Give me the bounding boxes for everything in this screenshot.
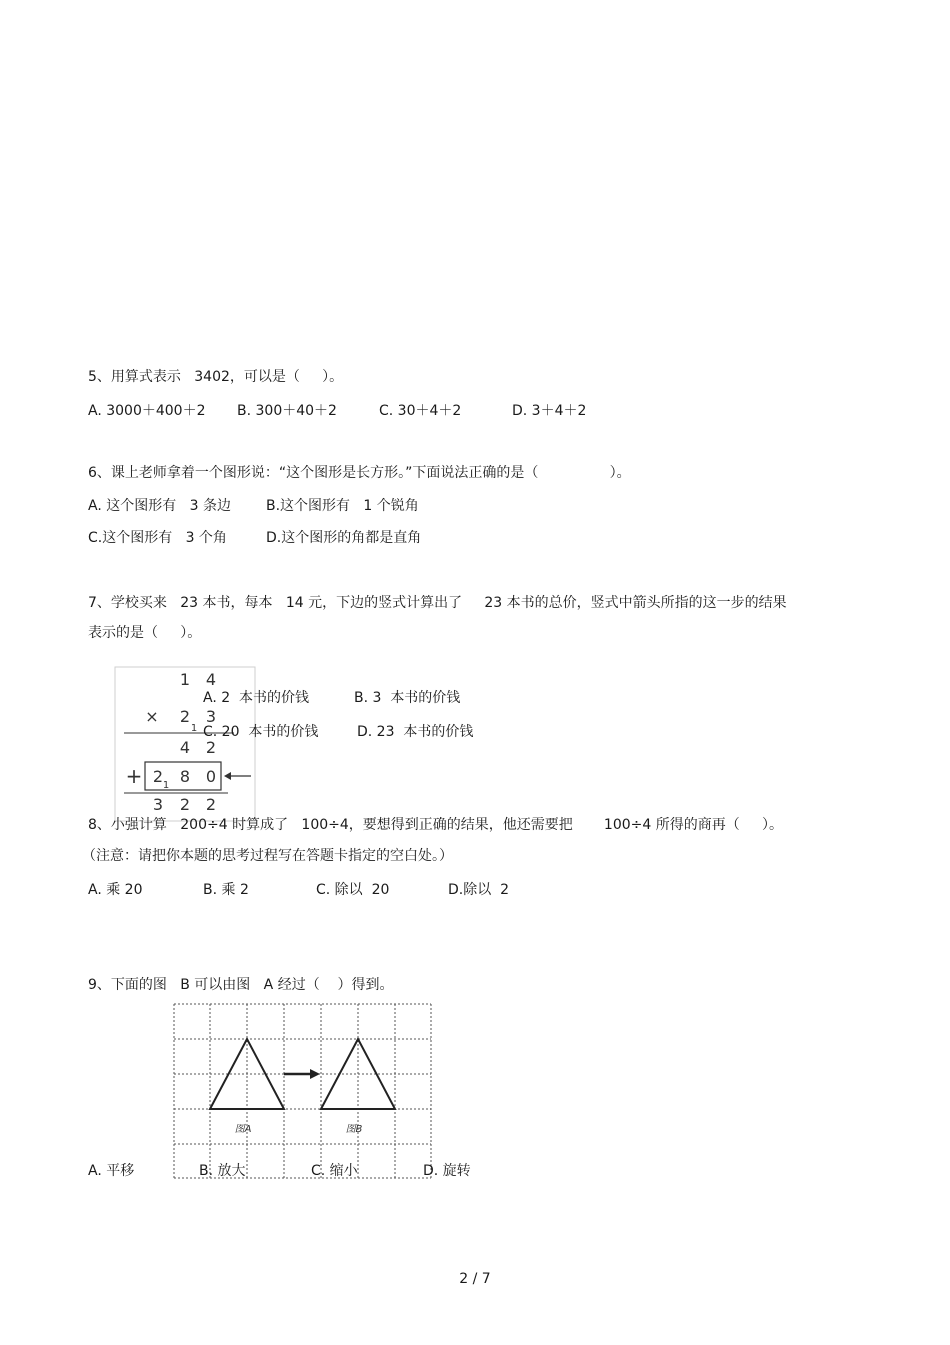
calc-row1-d2: 4	[205, 670, 217, 689]
q9-stem: 9、下面的图 B 可以由图 A 经过（ ）得到。	[88, 977, 394, 993]
q8-option-c: C. 除以 20	[316, 882, 390, 898]
q7-option-b: B. 3 本书的价钱	[354, 690, 461, 706]
calc-row3-d2: 2	[205, 738, 217, 757]
calc-row5-d3: 2	[205, 795, 217, 814]
q6-option-b: B.这个图形有 1 个锐角	[266, 498, 419, 514]
calc-row5-d1: 3	[152, 795, 164, 814]
q8-stem-line1: 8、小强计算 200÷4 时算成了 100÷4，要想得到正确的结果，他还需要把 100÷4 所得的商再（ ）。	[88, 817, 783, 833]
q8-option-a: A. 乘 20	[88, 882, 143, 898]
calc-row3-d1: 4	[179, 738, 191, 757]
q7-option-d: D. 23 本书的价钱	[357, 724, 474, 740]
q9-option-c: C. 缩小	[311, 1163, 358, 1179]
q7-stem-line1: 7、学校买来 23 本书，每本 14 元，下边的竖式计算出了 23 本书的总价，竖式中箭头所指的这一步的结果	[88, 595, 787, 611]
q6-option-a: A. 这个图形有 3 条边	[88, 498, 231, 514]
q5-option-a: A. 3000＋400＋2	[88, 403, 206, 419]
q6-stem: 6、课上老师拿着一个图形说：“这个图形是长方形。”下面说法正确的是（ ）。	[88, 465, 631, 481]
arrow-right-icon	[310, 1069, 320, 1079]
q8-option-b: B. 乘 2	[203, 882, 249, 898]
label-figure-a: 图A	[234, 1124, 252, 1135]
calc-carry-1: 1	[190, 723, 198, 734]
q6-option-d: D.这个图形的角都是直角	[266, 530, 422, 546]
calc-plus-sign: +	[125, 764, 143, 788]
q9-option-d: D. 旋转	[423, 1163, 471, 1179]
q6-option-c: C.这个图形有 3 个角	[88, 530, 227, 546]
calc-carry-2: 1	[162, 780, 170, 791]
q9-option-a: A. 平移	[88, 1163, 135, 1179]
calc-row4-d3: 0	[205, 767, 217, 786]
calc-row2-d1: 2	[179, 707, 191, 726]
q5-option-b: B. 300＋40＋2	[237, 403, 337, 419]
calc-row2-d2: 3	[205, 707, 217, 726]
q8-option-d: D.除以 2	[448, 882, 510, 898]
label-figure-b: 图B	[345, 1124, 363, 1135]
calc-row4-d1: 2	[152, 767, 164, 786]
calc-times-sign: ×	[145, 707, 159, 726]
page-number: 2 / 7	[459, 1271, 491, 1287]
q9-option-b: B. 放大	[199, 1163, 246, 1179]
calc-row5-d2: 2	[179, 795, 191, 814]
q7-option-c: C. 20 本书的价钱	[203, 724, 319, 740]
calc-row1-d1: 1	[179, 670, 191, 689]
q5-option-d: D. 3＋4＋2	[512, 403, 587, 419]
q8-stem-line2: （注意：请把你本题的思考过程写在答题卡指定的空白处。）	[82, 848, 453, 864]
q7-stem-line2: 表示的是（ ）。	[88, 625, 202, 641]
q7-option-a: A. 2 本书的价钱	[203, 690, 310, 706]
q5-option-c: C. 30＋4＋2	[379, 403, 462, 419]
q9-grid-figure	[170, 1002, 434, 1180]
calc-row4-d2: 8	[179, 767, 191, 786]
q5-stem: 5、用算式表示 3402，可以是（ ）。	[88, 369, 344, 385]
